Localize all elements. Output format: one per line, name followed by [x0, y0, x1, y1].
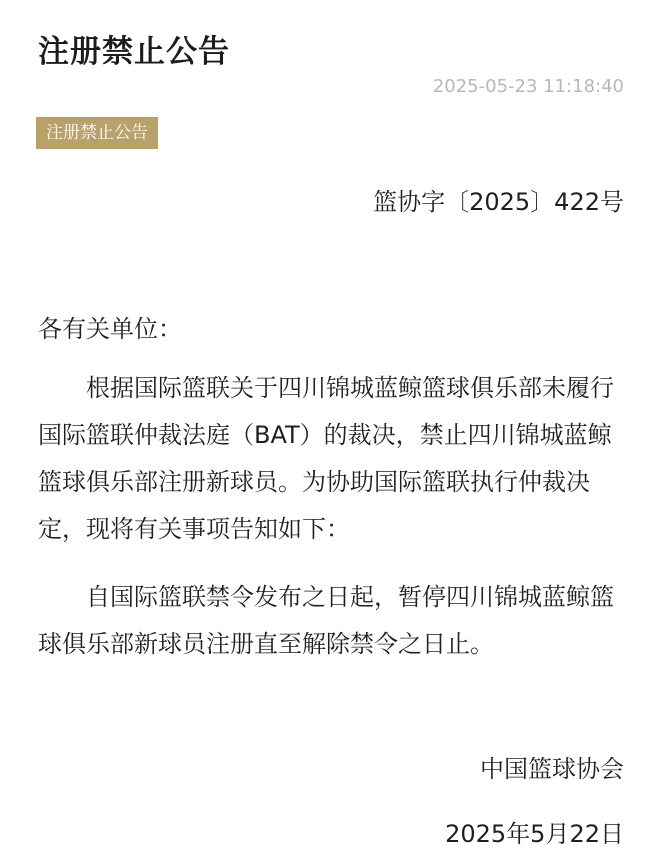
category-tag[interactable]: 注册禁止公告 [36, 117, 158, 149]
salutation: 各有关单位： [38, 315, 182, 343]
document-number: 篮协字〔2025〕422号 [373, 188, 624, 216]
body-paragraph-2: 自国际篮联禁令发布之日起，暂停四川锦城蓝鲸篮球俱乐部新球员注册直至解除禁令之日止。 [38, 583, 614, 658]
issuer-signature: 中国篮球协会 [480, 755, 624, 783]
issue-date: 2025年5月22日 [445, 820, 624, 848]
body-paragraph-1: 根据国际篮联关于四川锦城蓝鲸篮球俱乐部未履行国际篮联仲裁法庭（BAT）的裁决，禁止四川锦城蓝鲸篮球俱乐部注册新球员。为协助国际篮联执行仲裁决定，现将有关事项告知如下： [38, 374, 614, 543]
page-title: 注册禁止公告 [38, 34, 230, 70]
publish-timestamp: 2025-05-23 11:18:40 [432, 76, 624, 97]
